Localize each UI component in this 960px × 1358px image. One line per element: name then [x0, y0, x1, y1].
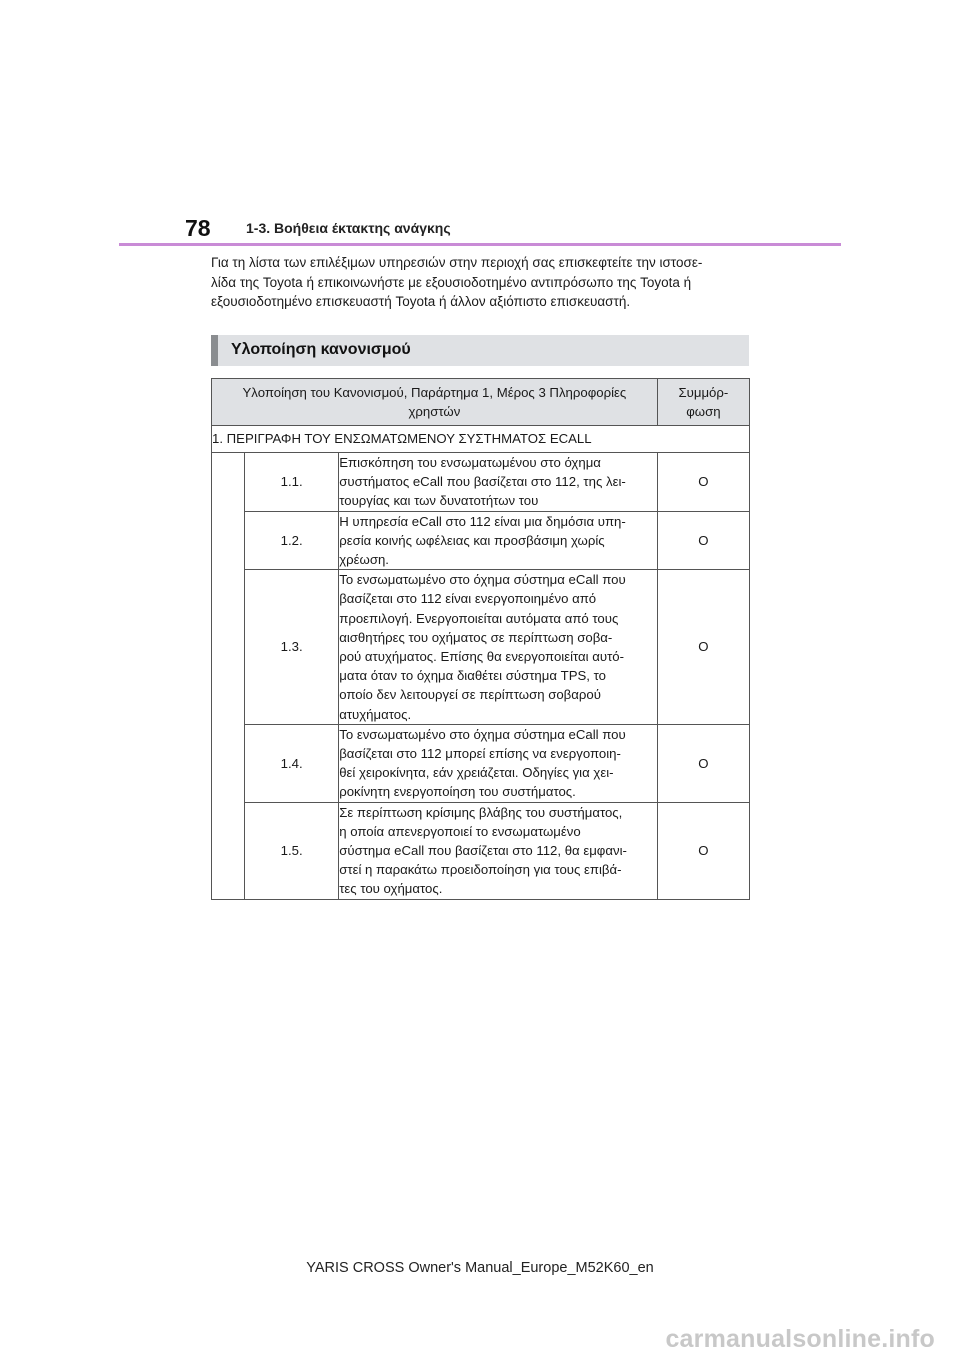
row-description: Το ενσωματωμένο στο όχημα σύστημα eCall που βασίζεται στο 112 είναι ενεργοποιημένο από προεπιλογή. Ενεργοποιείται αυτόματα από τους αισθητήρες του οχήματος σε περίπτωση σοβα- ρού ατυχήματος. Επίσης θα ενεργοποιείται αυτό- ματα όταν το όχημα διαθέτει σύστημα TPS, το οποίο δεν λειτουργεί σε περίπτωση σοβαρού ατυχήματος.: [339, 570, 658, 725]
header-conformity: Συμμόρ- φωση: [657, 379, 749, 426]
intro-line: εξουσιοδοτημένο επισκευαστή Toyota ή άλλον αξιόπιστο επισκευαστή.: [211, 294, 631, 309]
footer-manual-title: YARIS CROSS Owner's Manual_Europe_M52K60_en: [306, 1260, 654, 1276]
row-conformity: O: [657, 511, 749, 570]
row-description: Σε περίπτωση κρίσιμης βλάβης του συστήματος, η οποία απενεργοποιεί το ενσωματωμένο σύστημα eCall που βασίζεται στο 112, θα εμφανι- στεί η παρακάτω προειδοποίηση για τους επιβά- τες του οχήματος.: [339, 802, 658, 899]
table-header-row: [212, 379, 750, 426]
table-row: [212, 802, 750, 899]
table-row: [212, 570, 750, 725]
row-number: 1.1.: [245, 453, 339, 512]
section-heading-bar: [211, 335, 749, 366]
row-description: Η υπηρεσία eCall στο 112 είναι μια δημόσια υπη- ρεσία κοινής ωφέλειας και προσβάσιμη χωρίς χρέωση.: [339, 511, 658, 570]
table-row: [212, 724, 750, 802]
row-number: 1.4.: [245, 724, 339, 802]
row-number: 1.5.: [245, 802, 339, 899]
intro-line: Για τη λίστα των επιλέξιμων υπηρεσιών στην περιοχή σας επισκεφτείτε την ιστοσε-: [211, 255, 703, 270]
header-divider: [119, 243, 841, 246]
table-row: [212, 453, 750, 512]
row-conformity: O: [657, 802, 749, 899]
row-conformity: O: [657, 724, 749, 802]
blank-indent-cell: [212, 453, 245, 900]
row-conformity: O: [657, 570, 749, 725]
table-section-title: 1. ΠΕΡΙΓΡΑΦΗ ΤΟΥ ΕΝΣΩΜΑΤΩΜΕΝΟΥ ΣΥΣΤΗΜΑΤΟΣ ECALL: [212, 426, 750, 453]
table-row: [212, 511, 750, 570]
row-description: Το ενσωματωμένο στο όχημα σύστημα eCall που βασίζεται στο 112 μπορεί επίσης να ενεργοποιη- θεί χειροκίνητα, εάν χρειάζεται. Οδηγίες για χει- ροκίνητη ενεργοποίηση του συστήματος.: [339, 724, 658, 802]
header-implementation: Υλοποίηση του Κανονισμού, Παράρτημα 1, Μέρος 3 Πληροφορίες χρηστών: [212, 379, 658, 426]
section-title: 1-3. Βοήθεια έκτακτης ανάγκης: [246, 220, 451, 236]
regulation-table: [211, 378, 750, 900]
watermark: carmanualsonline.info: [665, 1325, 935, 1353]
page-number: 78: [185, 215, 211, 241]
section-heading: Υλοποίηση κανονισμού: [231, 341, 411, 358]
intro-line: λίδα της Toyota ή επικοινωνήστε με εξουσιοδοτημένο αντιπρόσωπο της Toyota ή: [211, 274, 692, 290]
row-description: Επισκόπηση του ενσωματωμένου στο όχημα συστήματος eCall που βασίζεται στο 112, της λει- τουργίας και των δυνατοτήτων του: [339, 453, 658, 512]
intro-paragraph: [211, 253, 771, 312]
row-conformity: O: [657, 453, 749, 512]
row-number: 1.2.: [245, 511, 339, 570]
table-section-row: [212, 426, 750, 453]
row-number: 1.3.: [245, 570, 339, 725]
